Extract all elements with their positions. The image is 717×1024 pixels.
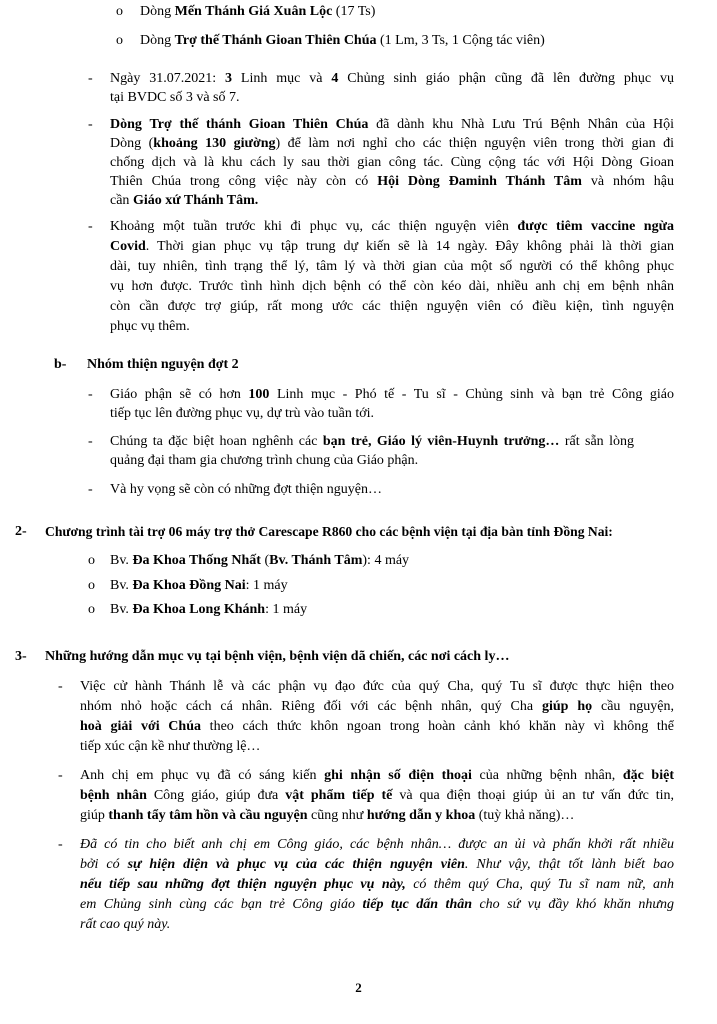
paragraph-line: hoà giải với Chúa theo cách thức khôn ngoan trong hoàn cảnh khó khăn này vì không thể [80, 719, 675, 734]
list-item: Bv. Đa Khoa Thống Nhất (Bv. Thánh Tâm): 4 máy [110, 553, 410, 568]
paragraph-line: Anh chị em phục vụ đã có sáng kiến ghi nhận số điện thoại của những bệnh nhân, đặc biệt [80, 768, 674, 783]
paragraph-line: Và hy vọng sẽ còn có những đợt thiện nguyện… [110, 482, 383, 497]
paragraph-line: nhóm nhỏ hoặc cách cá nhân. Riêng đối với các bệnh nhân, quý Cha giúp họ cầu nguyện, [80, 699, 674, 714]
paragraph-line: chống dịch và là khu cách ly sau thời gian công tác. Cùng cộng tác với Hội Dòng Gioan [110, 155, 674, 170]
bullet-dash: - [88, 71, 93, 86]
paragraph-line: em Chủng sinh cùng các bạn trẻ Công giáo tiếp tục dấn thân cho sứ vụ đầy khó khăn nhưng [80, 897, 674, 912]
list-item: Bv. Đa Khoa Đồng Nai: 1 máy [110, 578, 288, 593]
list-item: Bv. Đa Khoa Long Khánh: 1 máy [110, 602, 308, 617]
paragraph-line: cần Giáo xứ Thánh Tâm. [110, 193, 259, 208]
bullet-circle: o [88, 553, 95, 568]
bullet-circle: o [116, 33, 123, 48]
list-item: Dòng Mến Thánh Giá Xuân Lộc (17 Ts) [140, 4, 376, 19]
paragraph-line: giúp thanh tẩy tâm hồn và cầu nguyện cũng như hướng dẫn y khoa (tuỳ khả năng)… [80, 808, 575, 823]
bullet-circle: o [88, 602, 95, 617]
paragraph-line: Dòng (khoảng 130 giường) để làm nơi nghỉ cho các thiện nguyện viên trong thời gian đi [110, 136, 674, 151]
paragraph-line: Chúng ta đặc biệt hoan nghênh các bạn trẻ, Giáo lý viên-Huynh trưởng… rất sẵn lòng [110, 434, 634, 449]
section-marker: 3- [15, 649, 27, 664]
section-marker: b- [54, 357, 67, 372]
section-heading: Chương trình tài trợ 06 máy trợ thở Carescape R860 cho các bệnh viện tại địa bàn tỉnh Đồng Nai: [45, 524, 613, 539]
paragraph-line: tiếp tục lên đường phục vụ, dự trù vào tuần tới. [110, 406, 375, 421]
section-heading: Nhóm thiện nguyện đợt 2 [87, 357, 239, 372]
paragraph-line: dài, tuy nhiên, tình trạng thể lý, tâm lý và thời gian của một số người có thể không phục [110, 259, 674, 274]
paragraph-line: Khoảng một tuần trước khi đi phục vụ, các thiện nguyện viên được tiêm vaccine ngừa [110, 219, 674, 234]
section-heading: Những hướng dẫn mục vụ tại bệnh viện, bệnh viện dã chiến, các nơi cách ly… [45, 649, 510, 664]
paragraph-line: nếu tiếp sau những đợt thiện nguyện phục vụ này, có thêm quý Cha, quý Tu sĩ nam nữ, anh [80, 877, 674, 892]
paragraph-line: Covid. Thời gian phục vụ tập trung dự kiến sẽ là 14 ngày. Đây không phải là thời gian [110, 239, 674, 254]
bullet-dash: - [88, 387, 93, 402]
bullet-circle: o [116, 4, 123, 19]
page-number: 2 [355, 980, 362, 995]
paragraph-line: còn cần được trợ giúp, rất mong ước các thiện nguyện viên có điều kiện, tình nguyện [110, 299, 674, 314]
paragraph-line: phục vụ thêm. [110, 319, 190, 334]
paragraph-line: tại BVDC số 3 và số 7. [110, 90, 240, 105]
bullet-dash: - [58, 837, 63, 852]
bullet-circle: o [88, 578, 95, 593]
paragraph-line: tiếp xúc cận kề như thường lệ… [80, 739, 261, 754]
bullet-dash: - [88, 219, 93, 234]
paragraph-line: Thiên Chúa trong công việc này còn có Hội Dòng Đaminh Thánh Tâm và nhóm hậu [110, 174, 674, 189]
bullet-dash: - [88, 117, 93, 132]
paragraph-line: Việc cử hành Thánh lễ và các phận vụ đạo đức của quý Cha, quý Tu sĩ được thực hiện theo [80, 679, 674, 694]
paragraph-line: Giáo phận sẽ có hơn 100 Linh mục - Phó tế - Tu sĩ - Chủng sinh và bạn trẻ Công giáo [110, 387, 674, 402]
paragraph-line: quảng đại tham gia chương trình chung của Giáo phận. [110, 453, 419, 468]
paragraph-line: Đã có tin cho biết anh chị em Công giáo, các bệnh nhân… được an ủi và phấn khởi rất nhiều [80, 837, 674, 852]
paragraph-line: vụ hơn được. Trước tình hình dịch bệnh có thể còn kéo dài, nhiều anh chị em bệnh nhân [110, 279, 674, 294]
paragraph-line: bởi có sự hiện diện và phục vụ của các thiện nguyện viên. Như vậy, thật tốt lành biết bao [80, 857, 674, 872]
bullet-dash: - [88, 434, 93, 449]
bullet-dash: - [58, 768, 63, 783]
bullet-dash: - [88, 482, 93, 497]
section-marker: 2- [15, 524, 27, 539]
paragraph-line: rất cao quý này. [80, 917, 171, 932]
paragraph-line: bệnh nhân Công giáo, giúp đưa vật phẩm tiếp tế và qua điện thoại giúp ủi an tư vấn đức tin, [80, 788, 675, 803]
paragraph-line: Ngày 31.07.2021: 3 Linh mục và 4 Chủng sinh giáo phận cũng đã lên đường phục vụ [110, 71, 674, 86]
bullet-dash: - [58, 679, 63, 694]
paragraph-line: Dòng Trợ thế thánh Gioan Thiên Chúa đã dành khu Nhà Lưu Trú Bệnh Nhân của Hội [110, 117, 674, 132]
list-item: Dòng Trợ thế Thánh Gioan Thiên Chúa (1 Lm, 3 Ts, 1 Cộng tác viên) [140, 33, 545, 48]
